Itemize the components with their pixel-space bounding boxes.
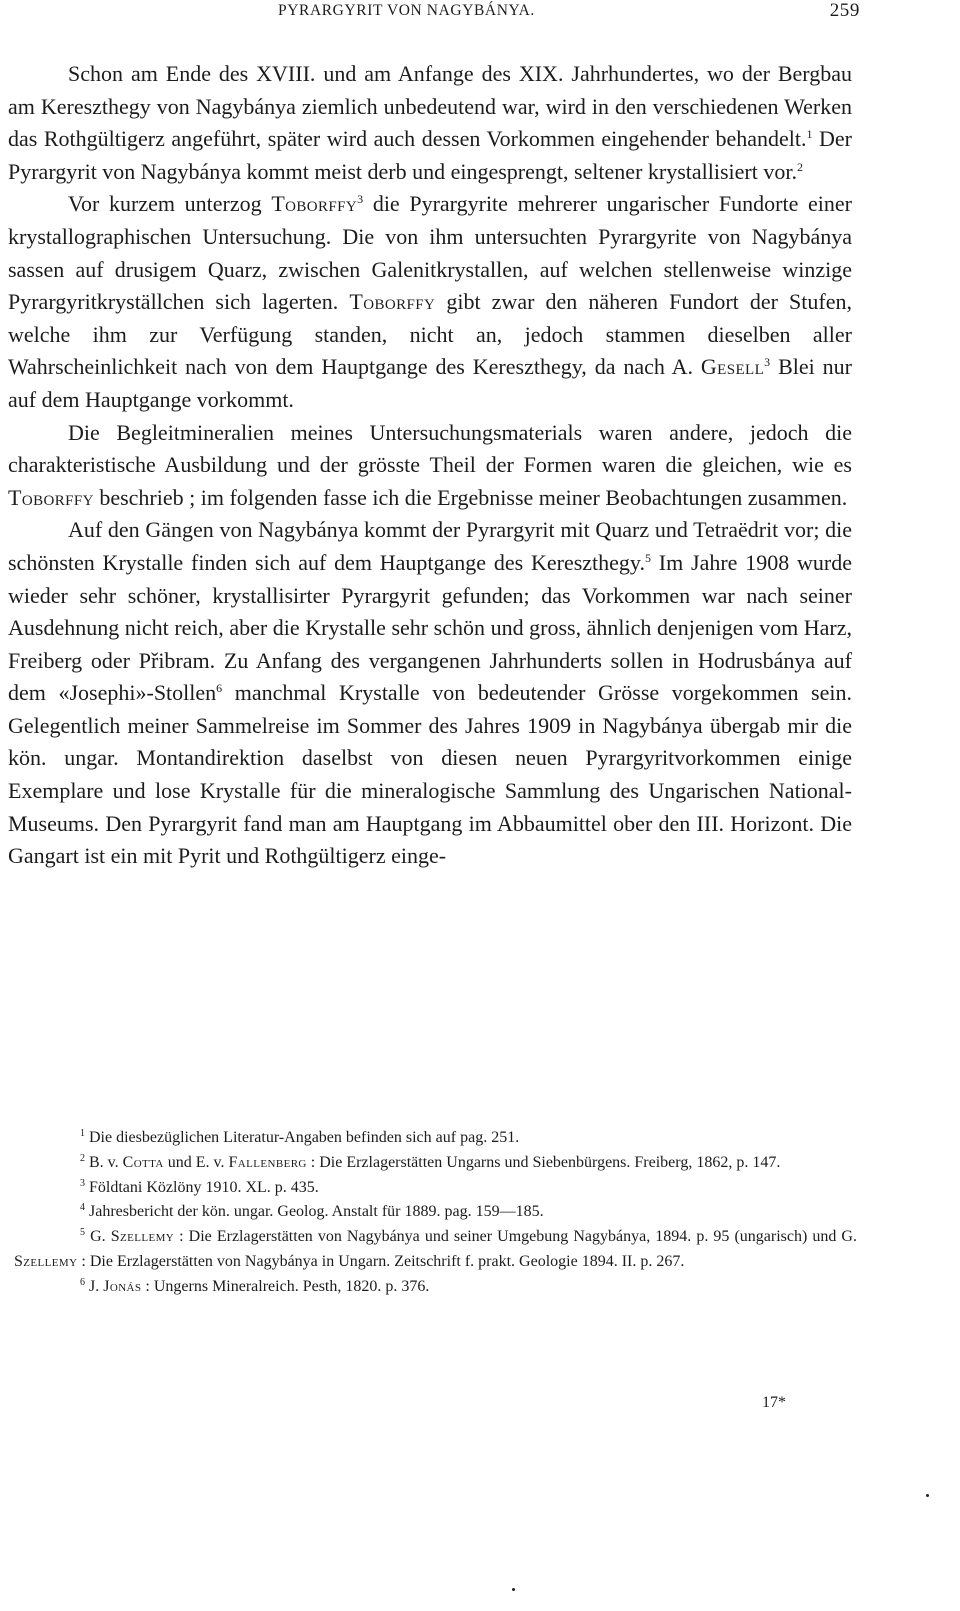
- author-name: Toborffy: [8, 484, 94, 510]
- footnote-text: : Ungerns Mineralreich. Pesth, 1820. p. 376.: [141, 1277, 430, 1295]
- footnote-3: [14, 1176, 857, 1201]
- footnote-ref: 2: [796, 159, 803, 174]
- paragraph-3: [8, 417, 852, 515]
- paragraph-1: [8, 58, 852, 188]
- author-name: Fallenberg: [228, 1153, 307, 1171]
- text-run: Vor kurzem unterzog: [68, 191, 272, 217]
- print-speck: [512, 1588, 515, 1591]
- text-run: Die Begleitmineralien meines Untersuchungsmaterials waren andere, jedoch die charakteristische Ausbildung und der grösste Theil der Formen waren die gleichen, wie es: [8, 419, 852, 478]
- signature-mark: 17*: [762, 1394, 786, 1411]
- text-run: Blei nur auf dem Hauptgange vorkommt.: [8, 354, 852, 412]
- text-run: manchmal Krystalle von bedeutender Grösse vorgekommen sein. Gelegentlich meiner Sammelreise im Sommer des Jahres 1909 in Nagybánya übergab mir die kön. ungar. Montandirektion daselbst von diesen neuen Pyrargyritvorkommen einige Exemplare und lose Krystalle für die mineralogische Sammlung des Ungarischen National-Museums. Den Pyrargyrit fand man am Hauptgang im Abbaumittel ober den III. Horizont. Die Gangart ist ein mit Pyrit und Rothgültigerz einge-: [8, 680, 852, 869]
- footnote-text: : Die Erzlagerstätten von Nagybánya und seiner Umgebung Nagybánya, 1894. p. 95 (ungarisch) und G.: [174, 1228, 857, 1246]
- running-head: [278, 2, 860, 26]
- text-run: beschrieb ; im folgenden fasse ich die Ergebnisse meiner Beobachtungen zusammen.: [93, 484, 848, 510]
- footnote-ref: 3: [357, 192, 364, 207]
- footnote-text: Földtani Közlöny 1910. XL. p. 435.: [85, 1178, 319, 1196]
- running-title: PYRARGYRIT VON NAGYBÁNYA.: [278, 2, 535, 19]
- text-run: die Pyrargyrite mehrerer ungarischer Fundorte einer krystallographischen Untersuchung. Die von ihm untersuchten Pyrargyrite von Nagybánya sassen auf drusigem Quarz, zwischen Galenitkrystallen, auf welchen stellenweise winzige Pyrargyritkryställchen sich lagerten.: [8, 191, 852, 315]
- footnote-number: 6: [80, 1276, 85, 1288]
- footnote-ref: 6: [216, 681, 223, 696]
- author-name: Szellemy: [14, 1252, 78, 1270]
- author-name: Jonás: [103, 1277, 142, 1295]
- author-name: Toborffy: [271, 191, 358, 217]
- footnote-text: J.: [85, 1277, 104, 1295]
- footnote-1: [14, 1126, 857, 1151]
- footnote-5: [14, 1225, 857, 1275]
- footnote-text: B. v.: [85, 1153, 123, 1171]
- page-number: 259: [829, 0, 860, 21]
- author-name: Gesell: [700, 354, 765, 380]
- footnote-text: : Die Erzlagerstätten von Nagybánya in Ungarn. Zeitschrift f. prakt. Geologie 1894. II. p. 267.: [77, 1252, 685, 1270]
- footnote-number: 5: [80, 1227, 85, 1239]
- footnote-text: Jahresbericht der kön. ungar. Geolog. Anstalt für 1889. pag. 159—185.: [85, 1203, 544, 1221]
- footnote-4: [14, 1200, 857, 1225]
- paragraph-2: [8, 188, 852, 416]
- author-name: Toborffy: [349, 289, 436, 315]
- text-run: Schon am Ende des XVIII. und am Anfange des XIX. Jahrhundertes, wo der Bergbau am Kereszthegy von Nagybánya ziemlich unbedeutend war, wird in den verschiedenen Werken das Rothgültigerz angeführt, später wird auch dessen Vorkommen eingehender behandelt.: [8, 61, 852, 152]
- footnotes: [14, 1126, 857, 1300]
- footnote-ref: 5: [645, 550, 651, 565]
- author-name: Cotta: [122, 1153, 164, 1171]
- footnote-number: 1: [80, 1128, 85, 1139]
- text-run: Der Pyrargyrit von Nagybánya kommt meist derb und eingesprengt, seltener krystallisiert vor.: [8, 126, 853, 184]
- footnote-text: Die diesbezüglichen Literatur-Angaben befinden sich auf pag. 251.: [85, 1129, 520, 1146]
- text-run: gibt zwar den näheren Fundort der Stufen, welche ihm zur Verfügung standen, nicht an, jedoch stammen dieselben aller Wahrscheinlichkeit nach von dem Hauptgange des Kereszthegy, da nach A.: [8, 289, 852, 380]
- footnote-number: 2: [80, 1152, 85, 1164]
- footnote-2: [14, 1151, 857, 1176]
- footnote-6: [14, 1275, 857, 1300]
- text-run: Im Jahre 1908 wurde wieder sehr schöner, krystallisirter Pyrargyrit gefunden; das Vorkommen war nach seiner Ausdehnung nicht reich, aber die Krystalle sehr schön und gross, ähnlich denjenigen vom Harz, Freiberg oder Přibram. Zu Anfang des vergangenen Jahrhunderts sollen in Hodrusbánya auf dem «Josephi»-Stollen: [8, 549, 853, 706]
- footnote-text: und E. v.: [163, 1153, 229, 1171]
- footnote-text: : Die Erzlagerstätten Ungarns und Siebenbürgens. Freiberg, 1862, p. 147.: [306, 1153, 781, 1171]
- print-speck: [926, 1494, 929, 1497]
- body-text: [8, 58, 852, 873]
- paragraph-4: [8, 514, 852, 873]
- text-run: Auf den Gängen von Nagybánya kommt der Pyrargyrit mit Quarz und Tetraëdrit vor; die schönsten Krystalle finden sich auf dem Hauptgange des Kereszthegy.: [8, 517, 852, 575]
- footnote-number: 3: [80, 1177, 85, 1189]
- footnote-ref: 3: [764, 355, 771, 370]
- footnote-number: 4: [80, 1202, 85, 1214]
- author-name: Szellemy: [110, 1228, 175, 1246]
- footnote-text: G.: [85, 1228, 111, 1246]
- footnote-ref: 1: [806, 127, 813, 142]
